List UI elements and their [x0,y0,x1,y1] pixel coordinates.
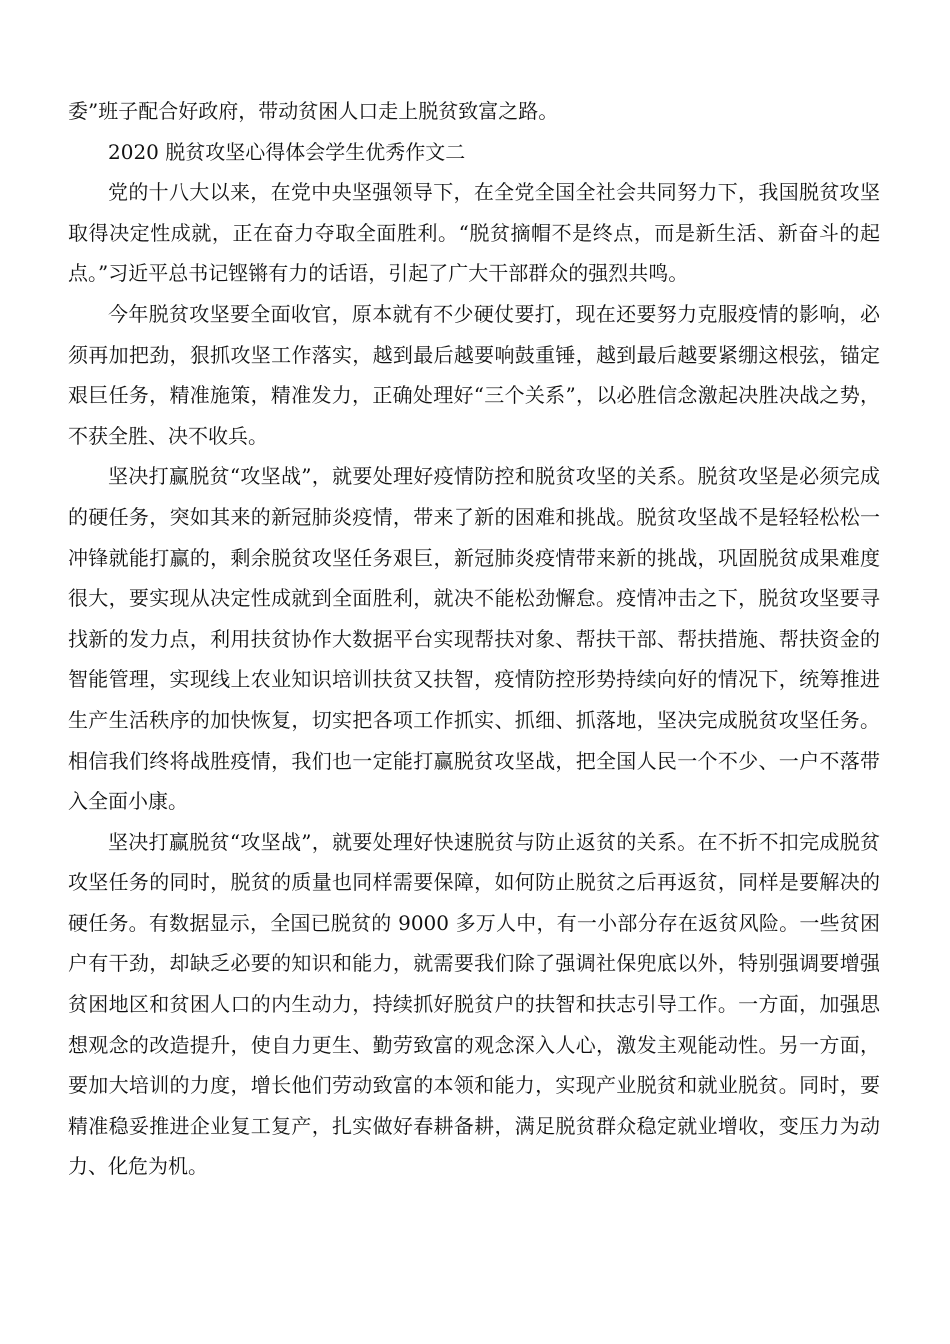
paragraph-3: 坚决打赢脱贫“攻坚战”，就要处理好疫情防控和脱贫攻坚的关系。脱贫攻坚是必须完成的硬任务，突如其来的新冠肺炎疫情，带来了新的困难和挑战。脱贫攻坚战不是轻轻松松一冲锋就能打赢的，剩余脱贫攻坚任务艰巨，新冠肺炎疫情带来新的挑战，巩固脱贫成果难度很大，要实现从决定性成就到全面胜利，就决不能松劲懈怠。疫情冲击之下，脱贫攻坚要寻找新的发力点，利用扶贫协作大数据平台实现帮扶对象、帮扶干部、帮扶措施、帮扶资金的智能管理，实现线上农业知识培训扶贫又扶智，疫情防控形势持续向好的情况下，统筹推进生产生活秩序的加快恢复，切实把各项工作抓实、抓细、抓落地，坚决完成脱贫攻坚任务。相信我们终将战胜疫情，我们也一定能打赢脱贫攻坚战，把全国人民一个不少、一户不落带入全面小康。 [68,464,880,814]
continuation-text: 委”班子配合好政府，带动贫困人口走上脱贫致富之路。 [68,99,559,123]
document-body [68,91,880,1187]
essay-heading: 2020 脱贫攻坚心得体会学生优秀作文二 [108,139,466,164]
paragraph-2: 今年脱贫攻坚要全面收官，原本就有不少硬仗要打，现在还要努力克服疫情的影响，必须再加把劲，狠抓攻坚工作落实，越到最后越要响鼓重锤，越到最后越要紧绷这根弦，锚定艰巨任务，精准施策，精准发力，正确处理好“三个关系”，以必胜信念激起决胜决战之势，不获全胜、决不收兵。 [68,301,880,448]
paragraph-4: 坚决打赢脱贫“攻坚战”，就要处理好快速脱贫与防止返贫的关系。在不折不扣完成脱贫攻坚任务的同时，脱贫的质量也同样需要保障，如何防止脱贫之后再返贫，同样是要解决的硬任务。有数据显示，全国已脱贫的 9000 多万人中，有一小部分存在返贫风险。一些贫困户有干劲，却缺乏必要的知识和能力，就需要我们除了强调社保兜底以外，特别强调要增强贫困地区和贫困人口的内生动力，持续抓好脱贫户的扶智和扶志引导工作。一方面，加强思想观念的改造提升，使自力更生、勤劳致富的观念深入人心，激发主观能动性。另一方面，要加大培训的力度，增长他们劳动致富的本领和能力，实现产业脱贫和就业脱贫。同时，要精准稳妥推进企业复工复产，扎实做好春耕备耕，满足脱贫群众稳定就业增收，变压力为动力、化危为机。 [68,829,880,1179]
paragraph-1: 党的十八大以来，在党中央坚强领导下，在全党全国全社会共同努力下，我国脱贫攻坚取得决定性成就，正在奋力夺取全面胜利。“脱贫摘帽不是终点，而是新生活、新奋斗的起点。”习近平总书记铿锵有力的话语，引起了广大干部群众的强烈共鸣。 [68,180,880,286]
